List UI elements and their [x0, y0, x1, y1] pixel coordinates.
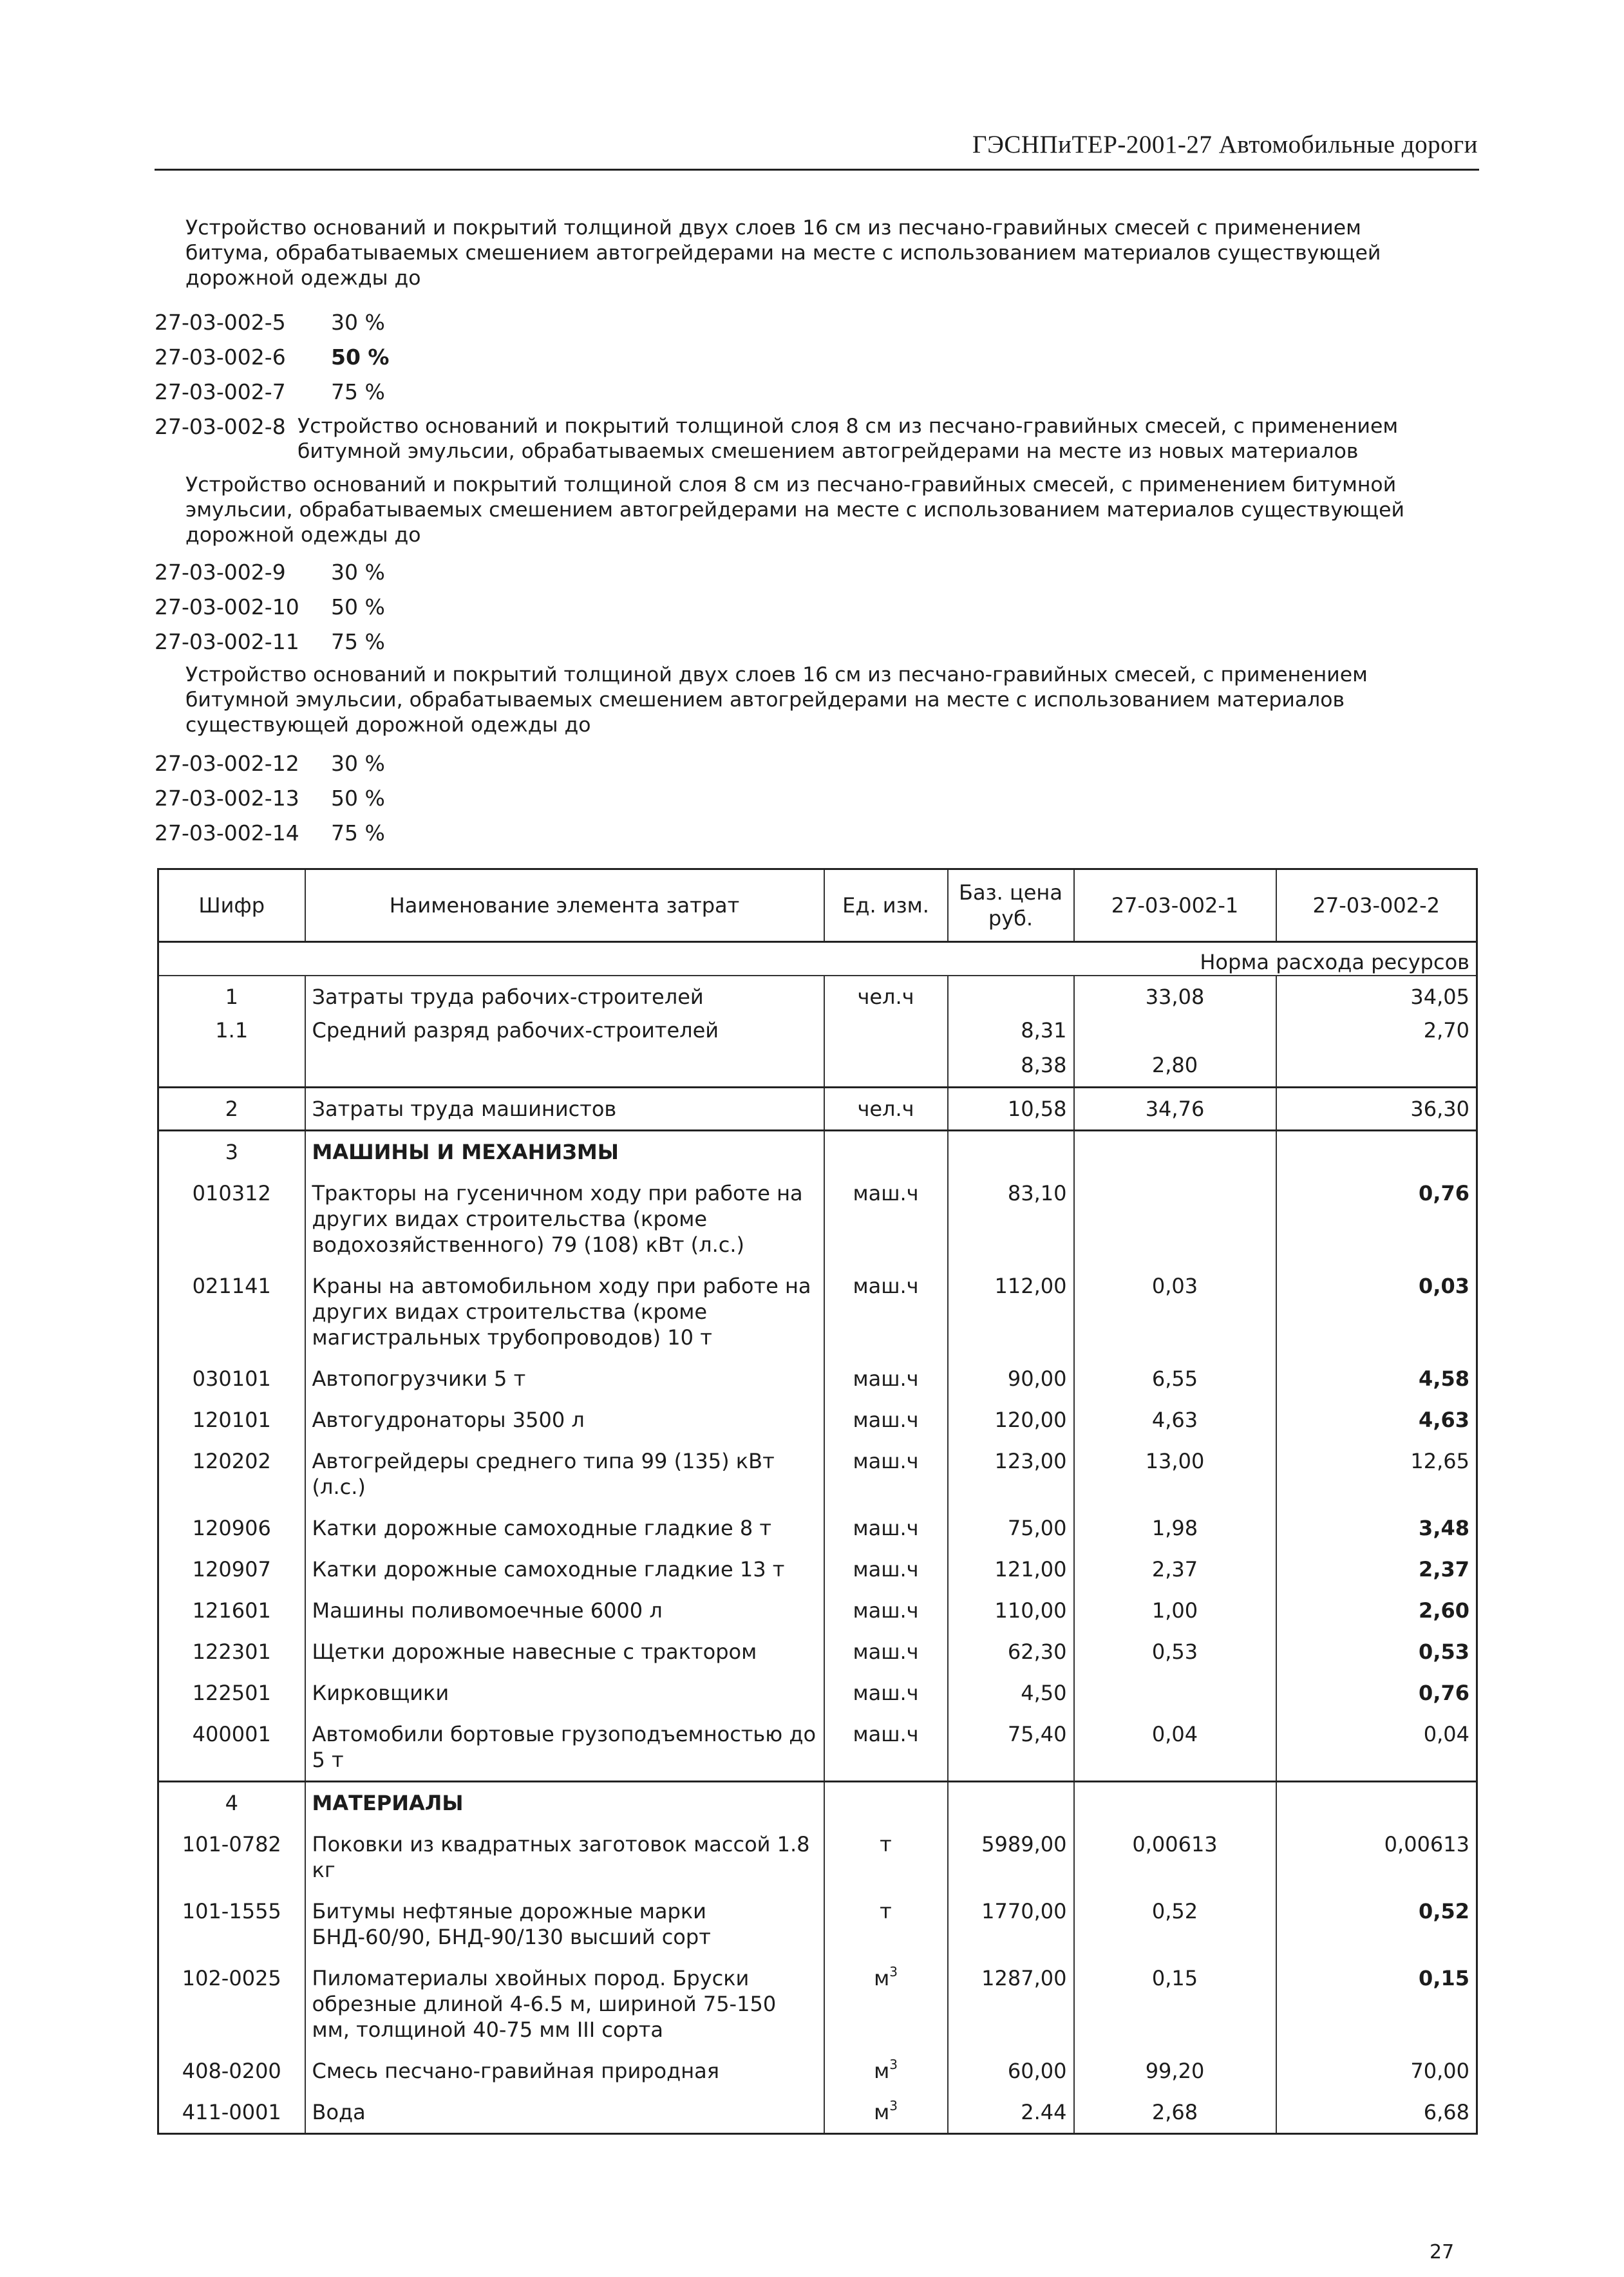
table-row	[158, 1399, 1477, 1441]
cell-code: 010312	[158, 1173, 305, 1265]
cell-norm-2: 0,76	[1276, 1173, 1477, 1265]
cell-code: 030101	[158, 1358, 305, 1399]
header-cell: 27-03-002-1	[1074, 869, 1276, 942]
cell-name: Битумы нефтяные дорожные марки БНД-60/90, БНД-90/130 высший сорт	[305, 1891, 824, 1958]
code-label: 27-03-002-12	[155, 751, 299, 776]
cell-price: 123,00	[948, 1441, 1074, 1507]
norma-row	[158, 942, 1477, 976]
cell-price: 120,00	[948, 1399, 1074, 1441]
cell-unit: чел.ч	[824, 1087, 948, 1130]
code-description: Устройство оснований и покрытий толщиной слоя 8 см из песчано-гравийных смесей, с применением битумной эмульсии, обрабатываемых смешением автогрейдерами на месте из новых материалов	[297, 415, 1399, 463]
running-header: ГЭСНПиТЕР-2001-27 Автомобильные дороги	[972, 131, 1478, 158]
table-row	[158, 1441, 1477, 1507]
table-header-row	[158, 869, 1477, 942]
cell-price: 8,31	[948, 1017, 1074, 1052]
cell-norm-2: 0,76	[1276, 1672, 1477, 1714]
cell-norm-2: 0,00613	[1276, 1824, 1477, 1891]
table-row	[158, 1173, 1477, 1265]
cell-unit: маш.ч	[824, 1358, 948, 1399]
page-number: 27	[1430, 2241, 1455, 2263]
intro-heading-2: Устройство оснований и покрытий толщиной слоя 8 см из песчано-гравийных смесей, с применением битумной эмульсии, обрабатываемых смешением автогрейдерами на месте с использованием материалов существующей дорожной одежды до	[185, 473, 1405, 547]
cell-norm-1	[1074, 1173, 1276, 1265]
table-row	[158, 1891, 1477, 1958]
table-row	[158, 1358, 1477, 1399]
table-row	[158, 1017, 1477, 1052]
section-title: МАШИНЫ И МЕХАНИЗМЫ	[305, 1130, 824, 1173]
cell-code: 120202	[158, 1441, 305, 1507]
cell-name: Щетки дорожные навесные с трактором	[305, 1631, 824, 1672]
cell-code: 120907	[158, 1549, 305, 1590]
cell-norm-1: 99,20	[1074, 2050, 1276, 2092]
table-row	[158, 1714, 1477, 1782]
cell-unit: маш.ч	[824, 1714, 948, 1782]
cell-unit	[824, 1052, 948, 1087]
cell-norm-1: 4,63	[1074, 1399, 1276, 1441]
resource-norms-table	[157, 868, 1478, 2135]
cell-unit: т	[824, 1824, 948, 1891]
cell-code	[158, 1052, 305, 1087]
header-cell: Наименование элемента затрат	[305, 869, 824, 942]
cell-norm-2: 70,00	[1276, 2050, 1477, 2092]
unit-text: м	[874, 2099, 890, 2124]
cell-norm-1	[1074, 1017, 1276, 1052]
cell-code: 121601	[158, 1590, 305, 1631]
cell-price: 112,00	[948, 1265, 1074, 1358]
cell-price: 60,00	[948, 2050, 1074, 2092]
cell-name: Кирковщики	[305, 1672, 824, 1714]
header-cell: Шифр	[158, 869, 305, 942]
cell-norm-2: 6,68	[1276, 2092, 1477, 2134]
cell-price: 110,00	[948, 1590, 1074, 1631]
code-label: 27-03-002-8	[155, 414, 286, 439]
cell-norm-2: 4,58	[1276, 1358, 1477, 1399]
cell-name: Вода	[305, 2092, 824, 2134]
cell-norm-2	[1276, 1052, 1477, 1087]
cell-norm-1: 0,04	[1074, 1714, 1276, 1782]
norma-label: Норма расхода ресурсов	[158, 942, 1477, 976]
cell-norm-2: 0,15	[1276, 1958, 1477, 2050]
header-cell: Ед. изм.	[824, 869, 948, 942]
cell-price: 4,50	[948, 1672, 1074, 1714]
cell-norm-2: 0,53	[1276, 1631, 1477, 1672]
cell-norm-2: 12,65	[1276, 1441, 1477, 1507]
code-percent: 30 %	[331, 560, 385, 585]
cell-code: 1	[158, 976, 305, 1017]
cell-norm-2: 0,03	[1276, 1265, 1477, 1358]
cell-unit: маш.ч	[824, 1507, 948, 1549]
cell-price: 1770,00	[948, 1891, 1074, 1958]
cell-unit: маш.ч	[824, 1265, 948, 1358]
cell-unit	[824, 1017, 948, 1052]
cell-name: Пиломатериалы хвойных пород. Бруски обрезные длиной 4-6.5 м, шириной 75-150 мм, толщиной 40-75 мм III сорта	[305, 1958, 824, 2050]
cell-norm-1: 0,00613	[1074, 1824, 1276, 1891]
code-label: 27-03-002-6	[155, 345, 286, 370]
table-row	[158, 976, 1477, 1017]
cell-norm-1: 34,76	[1074, 1087, 1276, 1130]
cell-unit	[824, 1958, 948, 2050]
cell-norm-1: 0,52	[1074, 1891, 1276, 1958]
cell-price: 83,10	[948, 1173, 1074, 1265]
cell-norm-2: 2,70	[1276, 1017, 1477, 1052]
cell-name	[305, 1052, 824, 1087]
code-label: 27-03-002-9	[155, 560, 286, 585]
cell-unit: маш.ч	[824, 1549, 948, 1590]
cell-code: 102-0025	[158, 1958, 305, 2050]
cell-norm-1: 13,00	[1074, 1441, 1276, 1507]
table-row	[158, 1958, 1477, 2050]
cell-norm-1: 0,53	[1074, 1631, 1276, 1672]
cell-unit: маш.ч	[824, 1399, 948, 1441]
cell-price: 2.44	[948, 2092, 1074, 2134]
cell-price: 5989,00	[948, 1824, 1074, 1891]
cell-norm-1: 6,55	[1074, 1358, 1276, 1399]
unit-text: м	[874, 1965, 890, 1990]
unit-text: м	[874, 2058, 890, 2083]
cell-unit: т	[824, 1891, 948, 1958]
unit-superscript: 3	[889, 1963, 898, 1979]
cell-unit	[824, 2092, 948, 2134]
cell-code: 101-1555	[158, 1891, 305, 1958]
cell-price: 62,30	[948, 1631, 1074, 1672]
code-label: 27-03-002-11	[155, 629, 299, 654]
cell-name: Машины поливомоечные 6000 л	[305, 1590, 824, 1631]
cell-name: Смесь песчано-гравийная природная	[305, 2050, 824, 2092]
cell-code: 411-0001	[158, 2092, 305, 2134]
code-percent: 75 %	[331, 820, 385, 846]
cell-name: Поковки из квадратных заготовок массой 1.8 кг	[305, 1824, 824, 1891]
cell-unit: чел.ч	[824, 976, 948, 1017]
header-rule	[155, 169, 1479, 171]
header-cell: Баз. цена руб.	[948, 869, 1074, 942]
cell-norm-2: 36,30	[1276, 1087, 1477, 1130]
cell-code: 2	[158, 1087, 305, 1130]
cell-unit: маш.ч	[824, 1590, 948, 1631]
table-row	[158, 1052, 1477, 1087]
cell-name: Затраты труда рабочих-строителей	[305, 976, 824, 1017]
cell-unit: маш.ч	[824, 1441, 948, 1507]
cell-price: 75,00	[948, 1507, 1074, 1549]
section-row	[158, 1130, 1477, 1173]
cell-norm-2: 0,52	[1276, 1891, 1477, 1958]
cell-norm-1: 2,68	[1074, 2092, 1276, 2134]
cell-norm-1: 1,98	[1074, 1507, 1276, 1549]
cell-norm-2: 2,60	[1276, 1590, 1477, 1631]
cell-name: Затраты труда машинистов	[305, 1087, 824, 1130]
table-row	[158, 1507, 1477, 1549]
table-row	[158, 1549, 1477, 1590]
cell-code: 400001	[158, 1714, 305, 1782]
code-label: 27-03-002-14	[155, 820, 299, 846]
cell-norm-1: 2,80	[1074, 1052, 1276, 1087]
cell-name: Автогрейдеры среднего типа 99 (135) кВт (л.с.)	[305, 1441, 824, 1507]
table-row	[158, 1265, 1477, 1358]
cell-price: 90,00	[948, 1358, 1074, 1399]
intro-heading-1: Устройство оснований и покрытий толщиной двух слоев 16 см из песчано-гравийных смесей с применением битума, обрабатываемых смешением автогрейдерами на месте с использованием материалов существующей дорожной одежды до	[185, 216, 1381, 290]
code-percent: 50 %	[331, 345, 390, 370]
cell-name: Автогудронаторы 3500 л	[305, 1399, 824, 1441]
cell-code: 120906	[158, 1507, 305, 1549]
cell-unit: маш.ч	[824, 1631, 948, 1672]
cell-price: 1287,00	[948, 1958, 1074, 2050]
cell-price	[948, 976, 1074, 1017]
code-percent: 75 %	[331, 629, 385, 654]
cell-norm-1: 2,37	[1074, 1549, 1276, 1590]
cell-unit: маш.ч	[824, 1672, 948, 1714]
cell-name: Автопогрузчики 5 т	[305, 1358, 824, 1399]
cell-norm-2: 0,04	[1276, 1714, 1477, 1782]
cell-code: 122501	[158, 1672, 305, 1714]
cell-name: Катки дорожные самоходные гладкие 8 т	[305, 1507, 824, 1549]
cell-name: Краны на автомобильном ходу при работе на других видах строительства (кроме магистральных трубопроводов) 10 т	[305, 1265, 824, 1358]
header-cell: 27-03-002-2	[1276, 869, 1477, 942]
table-row	[158, 2050, 1477, 2092]
cell-price: 10,58	[948, 1087, 1074, 1130]
code-label: 27-03-002-13	[155, 786, 299, 811]
code-label: 27-03-002-7	[155, 379, 286, 404]
cell-norm-1: 33,08	[1074, 976, 1276, 1017]
cell-norm-1: 0,03	[1074, 1265, 1276, 1358]
unit-superscript: 3	[889, 2097, 898, 2113]
cell-name: Средний разряд рабочих-строителей	[305, 1017, 824, 1052]
table-row	[158, 1631, 1477, 1672]
cell-price: 8,38	[948, 1052, 1074, 1087]
table-row	[158, 1590, 1477, 1631]
code-percent: 30 %	[331, 751, 385, 776]
cell-norm-1: 1,00	[1074, 1590, 1276, 1631]
cell-code: 021141	[158, 1265, 305, 1358]
code-label: 27-03-002-5	[155, 310, 286, 335]
cell-code: 122301	[158, 1631, 305, 1672]
code-percent: 50 %	[331, 594, 385, 619]
cell-norm-2: 2,37	[1276, 1549, 1477, 1590]
cell-price: 121,00	[948, 1549, 1074, 1590]
table-row	[158, 1824, 1477, 1891]
cell-code: 1.1	[158, 1017, 305, 1052]
cell-norm-1	[1074, 1672, 1276, 1714]
cell-code: 101-0782	[158, 1824, 305, 1891]
cell-name: Тракторы на гусеничном ходу при работе на других видах строительства (кроме водохозяйственного) 79 (108) кВт (л.с.)	[305, 1173, 824, 1265]
cell-code: 120101	[158, 1399, 305, 1441]
code-percent: 30 %	[331, 310, 385, 335]
section-number: 3	[158, 1130, 305, 1173]
cell-price: 75,40	[948, 1714, 1074, 1782]
table-row	[158, 1672, 1477, 1714]
table-row	[158, 1087, 1477, 1130]
section-title: МАТЕРИАЛЫ	[305, 1781, 824, 1824]
code-percent: 75 %	[331, 379, 385, 404]
table-row	[158, 2092, 1477, 2134]
code-percent: 50 %	[331, 786, 385, 811]
cell-norm-2: 34,05	[1276, 976, 1477, 1017]
section-row	[158, 1781, 1477, 1824]
cell-code: 408-0200	[158, 2050, 305, 2092]
cell-norm-2: 3,48	[1276, 1507, 1477, 1549]
unit-superscript: 3	[889, 2056, 898, 2072]
cell-unit	[824, 2050, 948, 2092]
cell-unit: маш.ч	[824, 1173, 948, 1265]
cell-name: Автомобили бортовые грузоподъемностью до 5 т	[305, 1714, 824, 1782]
cell-name: Катки дорожные самоходные гладкие 13 т	[305, 1549, 824, 1590]
cell-norm-1: 0,15	[1074, 1958, 1276, 2050]
code-label: 27-03-002-10	[155, 594, 299, 619]
intro-heading-3: Устройство оснований и покрытий толщиной двух слоев 16 см из песчано-гравийных смесей, с применением битумной эмульсии, обрабатываемых смешением автогрейдерами на месте с использованием материалов существующей дорожной одежды до	[185, 663, 1368, 737]
section-number: 4	[158, 1781, 305, 1824]
cell-norm-2: 4,63	[1276, 1399, 1477, 1441]
